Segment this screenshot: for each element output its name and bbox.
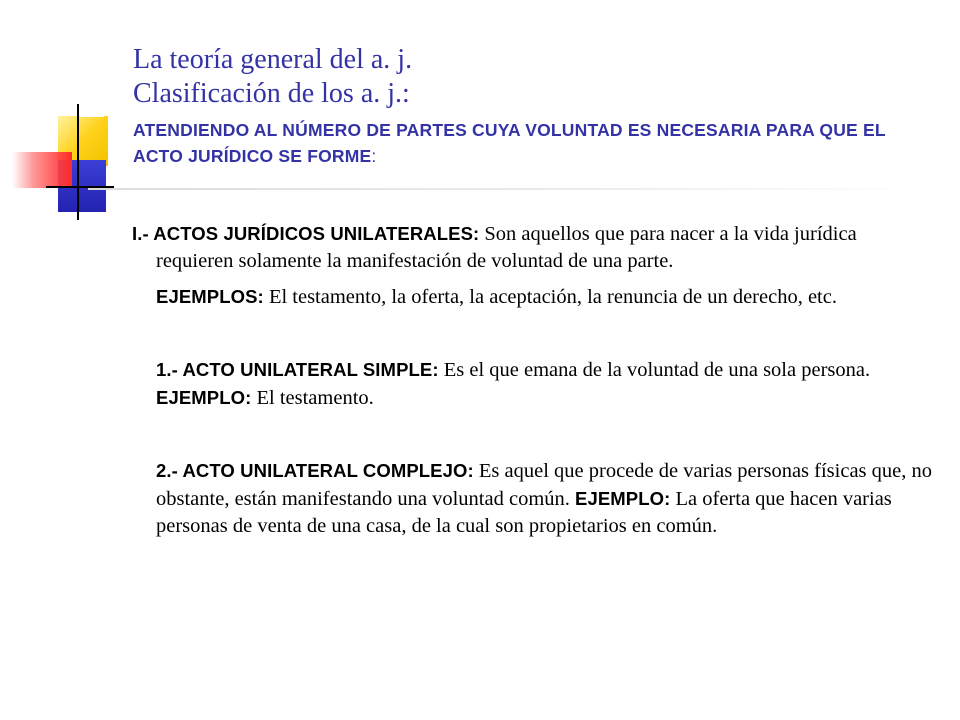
heading-unilateral: I.- ACTOS JURÍDICOS UNILATERALES: [132, 223, 480, 244]
text-example-simple: El testamento. [251, 387, 374, 409]
label-examples: EJEMPLOS: [156, 286, 264, 307]
definition-complex [132, 457, 932, 540]
text-examples: El testamento, la oferta, la aceptación, la renuncia de un derecho, etc. [263, 286, 837, 308]
logo-vertical-line [77, 104, 79, 220]
heading-simple: 1.- ACTO UNILATERAL SIMPLE: [156, 359, 439, 380]
definition-simple [132, 356, 932, 412]
spacer [132, 412, 932, 449]
title-divider [88, 188, 928, 190]
text-example-complex: La oferta que hacen varias personas de venta de una casa, de la cual son propietarios en común. [156, 488, 892, 537]
subtitle-colon: : [371, 146, 377, 166]
title-line-2: Clasificación de los a. j.: [133, 78, 410, 109]
logo-red-bar [12, 152, 72, 188]
label-example-simple: EJEMPLO: [156, 387, 252, 408]
subtitle-text: ATENDIENDO AL NÚMERO DE PARTES CUYA VOLUNTAD ES NECESARIA PARA QUE EL ACTO JURÍDICO SE FORME [133, 120, 886, 166]
title-subtitle [133, 117, 923, 169]
definition-unilateral [132, 220, 932, 275]
examples-unilateral [132, 283, 932, 311]
slide-body [132, 220, 932, 540]
heading-complex: 2.- ACTO UNILATERAL COMPLEJO: [156, 460, 474, 481]
text-complex: Es aquel que procede de varias personas físicas que, no obstante, están manifestando una voluntad común. [156, 460, 933, 510]
spacer [132, 311, 932, 348]
text-unilateral: Son aquellos que para nacer a la vida jurídica requieren solamente la manifestación de voluntad de una parte. [156, 223, 857, 272]
title-line-1: La teoría general del a. j. [133, 44, 413, 75]
text-simple: Es el que emana de la voluntad de una sola persona. [438, 359, 871, 381]
label-example-complex: EJEMPLO: [575, 488, 671, 509]
logo-white-notch [80, 103, 104, 117]
slide-title [133, 43, 923, 169]
